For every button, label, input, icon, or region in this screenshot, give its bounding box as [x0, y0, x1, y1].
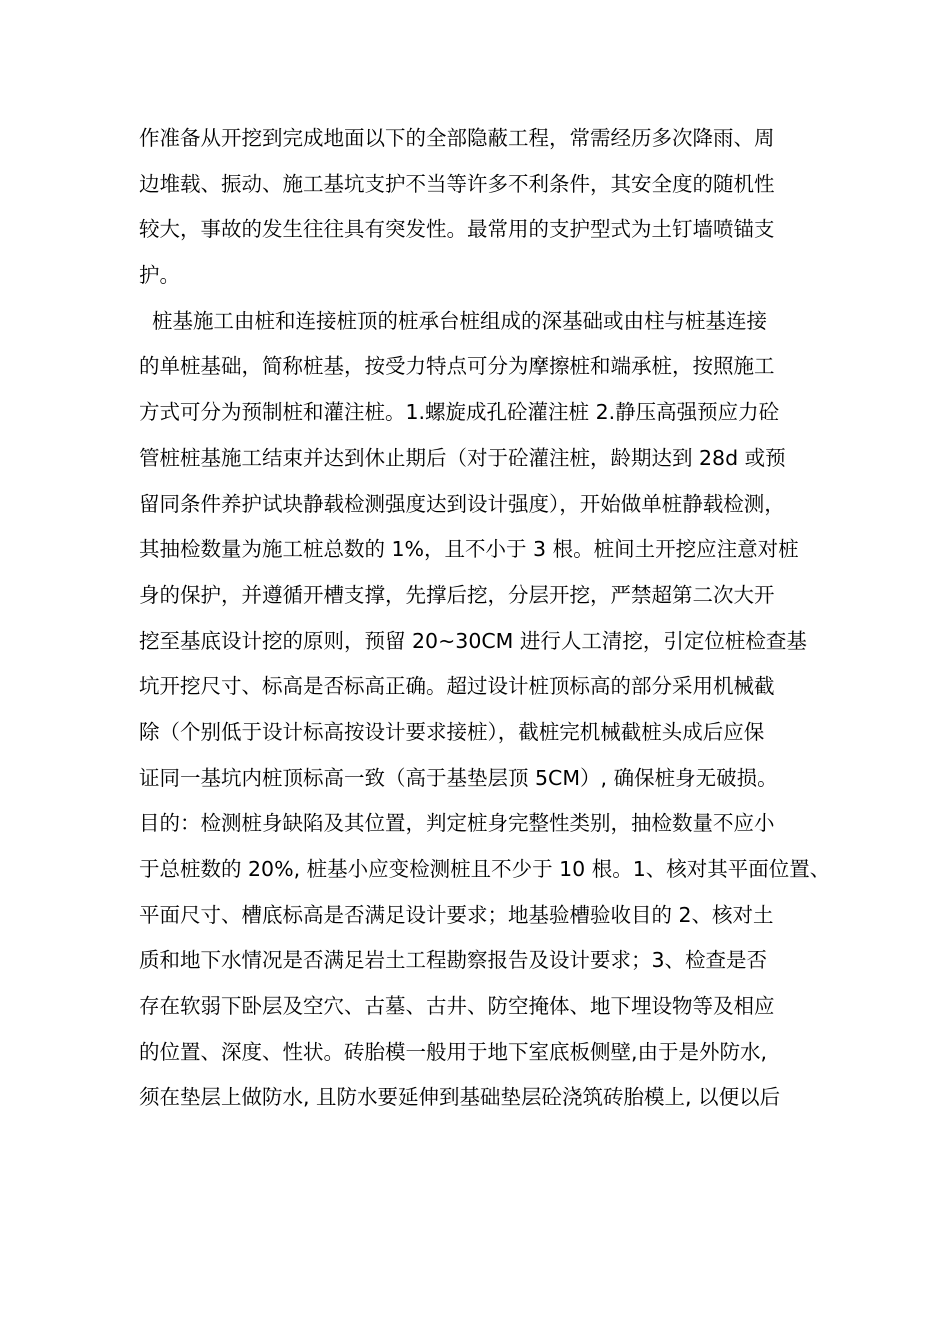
text-line: 坑开挖尺寸、标高是否标高正确。超过设计桩顶标高的部分采用机械截	[139, 674, 775, 699]
text-line: 的位置、深度、性状。砖胎模一般用于地下室底板侧壁,由于是外防水,	[139, 1039, 768, 1064]
text-line: 于总桩数的 20%, 桩基小应变检测桩且不少于 10 根。1、核对其平面位置、	[139, 857, 831, 881]
body-text	[139, 116, 899, 1121]
text-line: 身的保护，并遵循开槽支撑，先撑后挖，分层开挖，严禁超第二次大开	[139, 582, 775, 607]
text-line: 护。	[139, 263, 180, 288]
text-line: 方式可分为预制桩和灌注桩。1.螺旋成孔砼灌注桩 2.静压高强预应力砼	[139, 400, 780, 425]
text-line: 存在软弱下卧层及空穴、古墓、古井、防空掩体、地下埋设物等及相应	[139, 994, 775, 1019]
text-line: 留同条件养护试块静载检测强度达到设计强度），开始做单桩静载检测，	[139, 491, 785, 516]
text-line: 边堆载、振动、施工基坑支护不当等许多不利条件，其安全度的随机性	[139, 171, 775, 196]
text-line: 桩基施工由桩和连接桩顶的桩承台桩组成的深基础或由柱与桩基连接	[139, 308, 768, 333]
text-line: 其抽检数量为施工桩总数的 1%，且不小于 3 根。桩间土开挖应注意对桩	[139, 537, 799, 562]
text-line: 除（个别低于设计标高按设计要求接桩），截桩完机械截桩头成后应保	[139, 719, 765, 744]
text-line: 目的：检测桩身缺陷及其位置，判定桩身完整性类别，抽检数量不应小	[139, 811, 775, 836]
text-line: 证同一基坑内桩顶标高一致（高于基垫层顶 5CM）, 确保桩身无破损。	[139, 765, 778, 790]
text-line: 须在垫层上做防水, 且防水要延伸到基础垫层砼浇筑砖胎模上, 以便以后	[139, 1085, 781, 1110]
text-line: 管桩桩基施工结束并达到休止期后（对于砼灌注桩，龄期达到 28d 或预	[139, 445, 786, 470]
text-line: 质和地下水情况是否满足岩土工程勘察报告及设计要求；3、检查是否	[139, 948, 768, 973]
text-line: 平面尺寸、槽底标高是否满足设计要求；地基验槽验收目的 2、核对土	[139, 902, 774, 927]
text-line: 的单桩基础，简称桩基，按受力特点可分为摩擦桩和端承桩，按照施工	[139, 354, 775, 379]
text-line: 较大，事故的发生往往具有突发性。最常用的支护型式为土钉墙喷锚支	[139, 217, 775, 242]
text-line: 挖至基底设计挖的原则，预留 20~30CM 进行人工清挖，引定位桩检查基	[139, 628, 807, 653]
text-line: 作准备从开挖到完成地面以下的全部隐蔽工程，常需经历多次降雨、周	[139, 126, 775, 150]
